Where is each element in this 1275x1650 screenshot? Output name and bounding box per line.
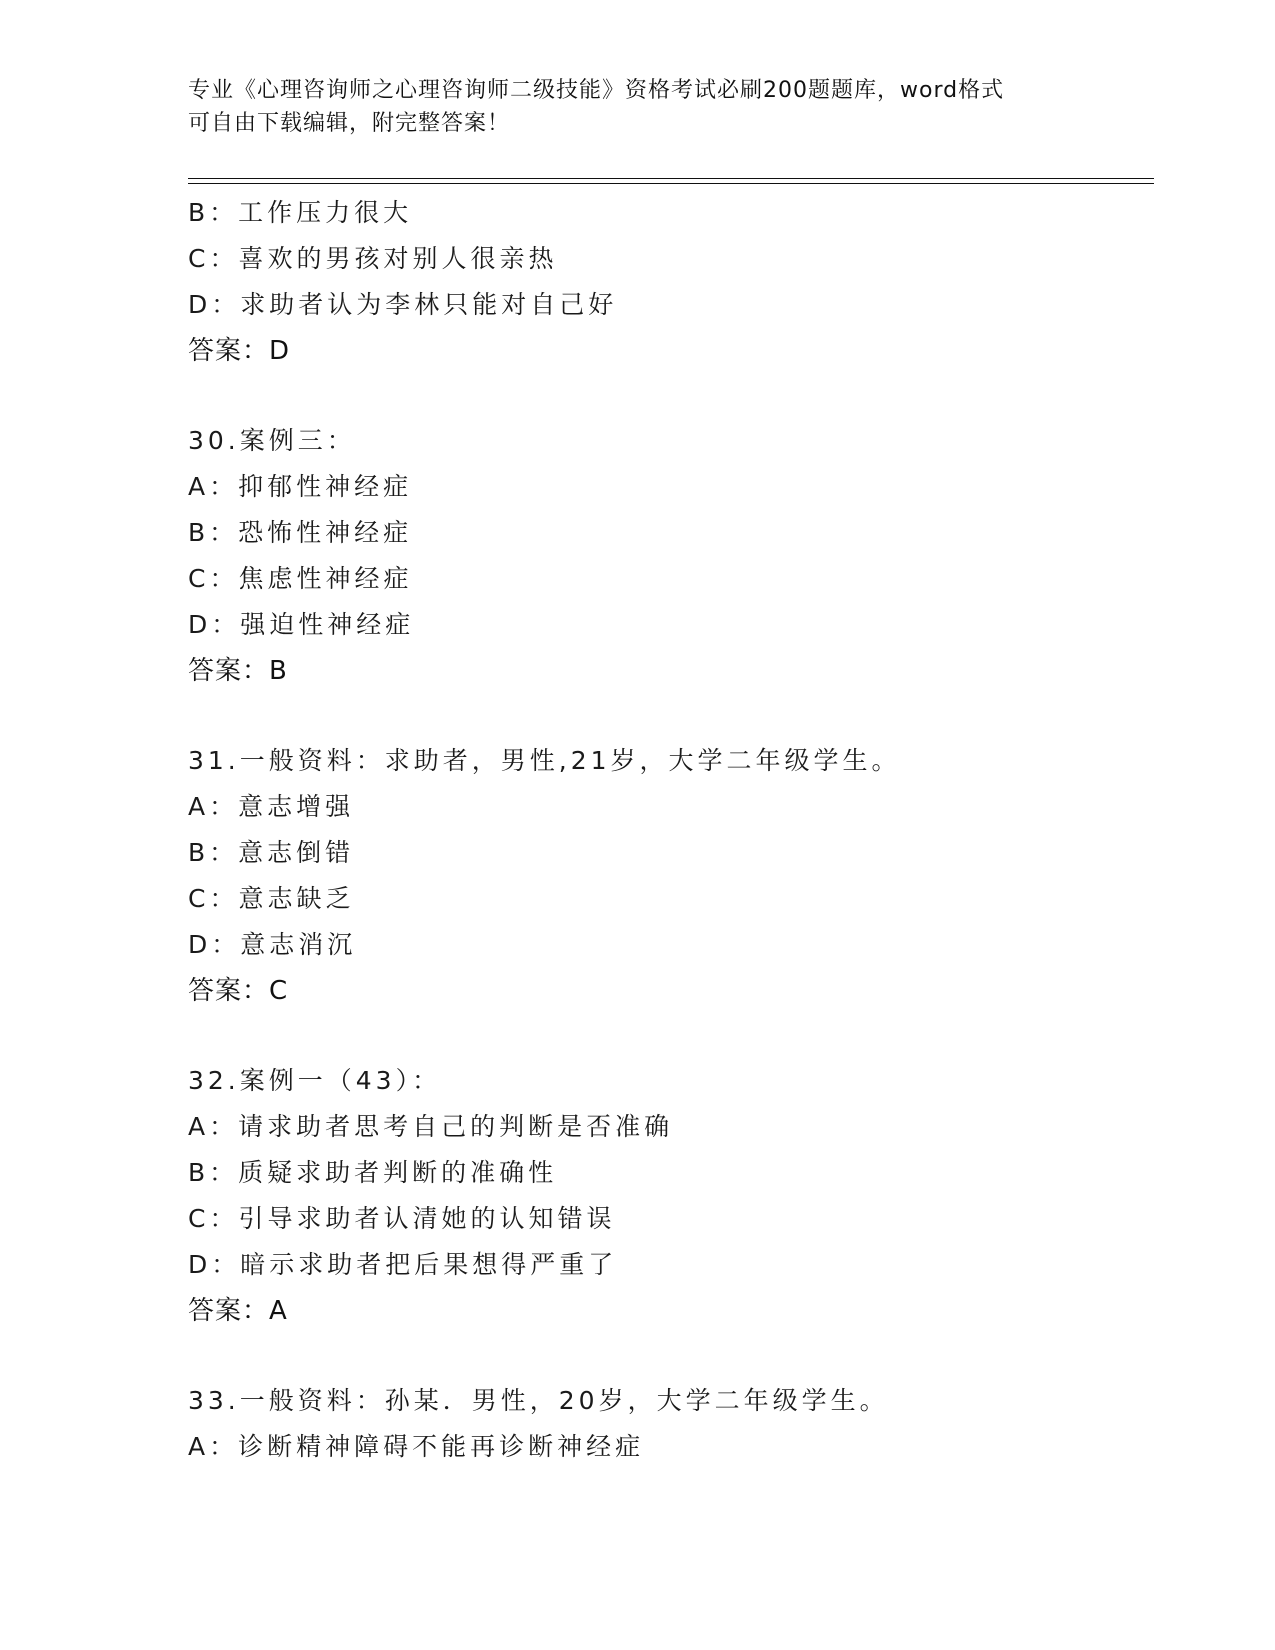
option-b: B：恐怖性神经症 [188,518,413,547]
option-d: D：暗示求助者把后果想得严重了 [188,1250,618,1279]
option-b: B：工作压力很大 [188,198,413,227]
header-title-line-2: 可自由下载编辑，附完整答案！ [188,111,511,136]
header-title-line-1: 专业《心理咨询师之心理咨询师二级技能》资格考试必刷200题题库，word格式 [188,78,1005,103]
option-c: C：意志缺乏 [188,884,355,913]
answer-line: 答案：D [188,336,291,366]
document-header [188,74,1088,140]
question-stem: 30.案例三： [188,426,356,455]
option-b: B：意志倒错 [188,838,355,867]
option-a: A：意志增强 [188,792,355,821]
option-d: D：求助者认为李林只能对自己好 [188,290,618,319]
question-stem: 33.一般资料：孙某．男性，20岁，大学二年级学生。 [188,1386,889,1415]
header-divider-top [188,178,1154,179]
question-block [188,190,1148,374]
question-list [188,190,1148,1470]
option-a: A：诊断精神障碍不能再诊断神经症 [188,1432,645,1461]
answer-line: 答案：C [188,976,289,1006]
option-b: B：质疑求助者判断的准确性 [188,1158,558,1187]
question-block [188,418,1148,694]
option-d: D：意志消沉 [188,930,357,959]
question-stem: 32.案例一（43）： [188,1066,442,1095]
answer-line: 答案：A [188,1296,288,1326]
block-spacer [188,1014,1148,1058]
question-stem: 31.一般资料：求助者，男性,21岁，大学二年级学生。 [188,746,901,775]
option-c: C：喜欢的男孩对别人很亲热 [188,244,558,273]
header-divider-bottom [188,183,1154,184]
block-spacer [188,1334,1148,1378]
question-block [188,738,1148,1014]
option-a: A：请求助者思考自己的判断是否准确 [188,1112,674,1141]
option-a: A：抑郁性神经症 [188,472,413,501]
answer-line: 答案：B [188,656,288,686]
block-spacer [188,694,1148,738]
question-block [188,1058,1148,1334]
question-block [188,1378,1148,1470]
block-spacer [188,374,1148,418]
option-d: D：强迫性神经症 [188,610,415,639]
option-c: C：焦虑性神经症 [188,564,413,593]
option-c: C：引导求助者认清她的认知错误 [188,1204,616,1233]
